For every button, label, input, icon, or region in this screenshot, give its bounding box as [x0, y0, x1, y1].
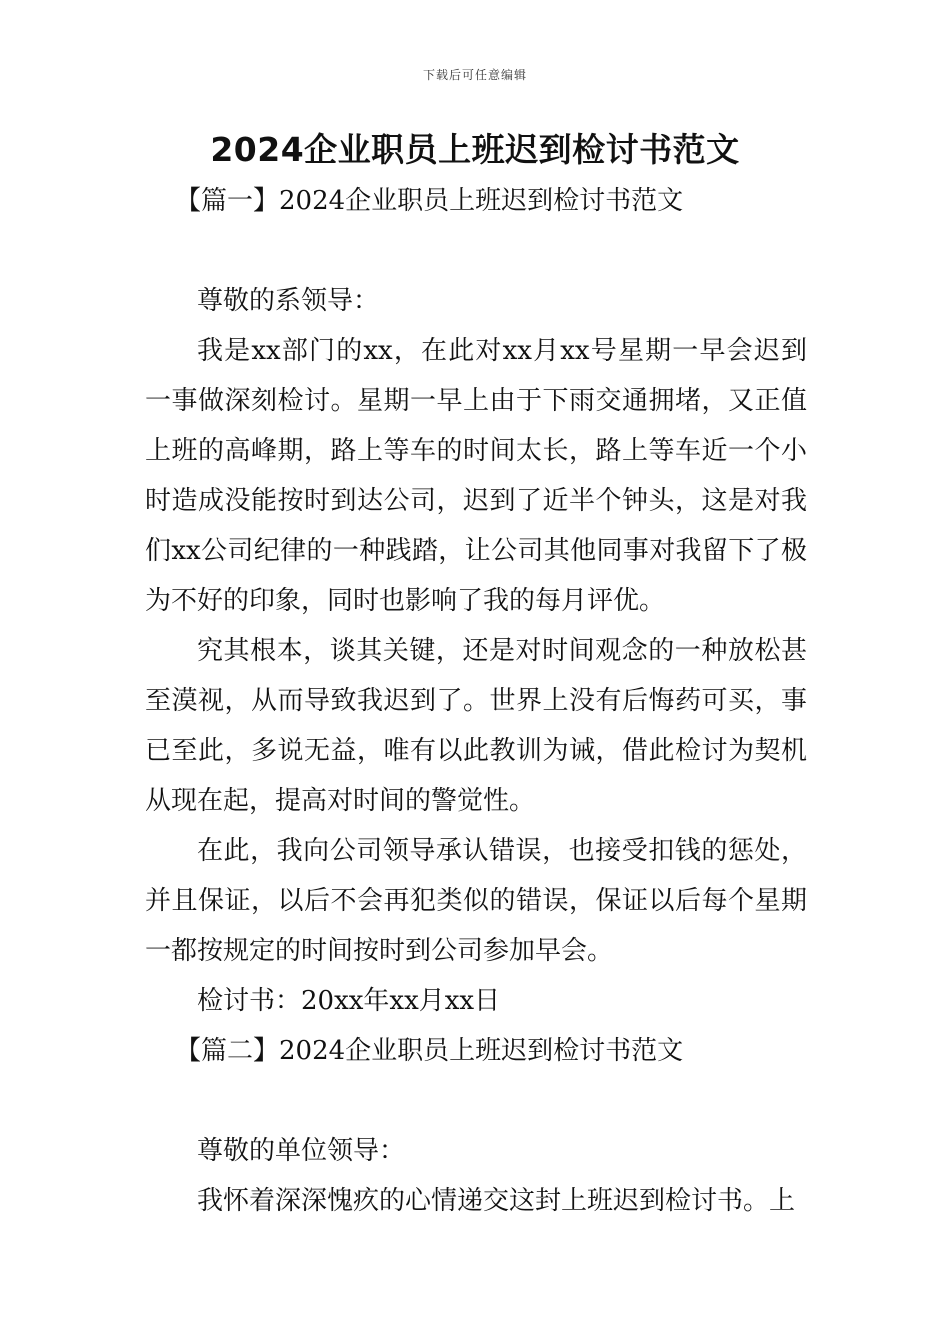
- section-heading-2: 【篇二】2024企业职员上班迟到检讨书范文: [175, 1036, 684, 1066]
- document-body: [145, 176, 807, 1226]
- blank-line: [145, 226, 807, 276]
- body-paragraph: 我是xx部门的xx，在此对xx月xx号星期一早会迟到一事做深刻检讨。星期一早上由于下雨交通拥堵，又正值上班的高峰期，路上等车的时间太长，路上等车近一个小时造成没能按时到达公司，迟到了近半个钟头，这是对我们xx公司纪律的一种践踏，让公司其他同事对我留下了极为不好的印象，同时也影响了我的每月评优。: [145, 336, 807, 616]
- section-heading-1: 【篇一】2024企业职员上班迟到检讨书范文: [175, 186, 684, 216]
- signature-line: 检讨书：20xx年xx月xx日: [197, 986, 501, 1016]
- header-note: 下载后可任意编辑: [422, 68, 527, 82]
- blank-line: [145, 1076, 807, 1126]
- salutation-1: 尊敬的系领导：: [197, 286, 380, 316]
- body-paragraph: 我怀着深深愧疚的心情递交这封上班迟到检讨书。上: [197, 1186, 796, 1216]
- body-paragraph: 在此，我向公司领导承认错误，也接受扣钱的惩处，并且保证，以后不会再犯类似的错误，保证以后每个星期一都按规定的时间按时到公司参加早会。: [145, 836, 807, 966]
- document-title: 2024企业职员上班迟到检讨书范文: [210, 130, 740, 169]
- salutation-2: 尊敬的单位领导：: [197, 1136, 406, 1166]
- body-paragraph: 究其根本，谈其关键，还是对时间观念的一种放松甚至漠视，从而导致我迟到了。世界上没有后悔药可买，事已至此，多说无益，唯有以此教训为诫，借此检讨为契机从现在起，提高对时间的警觉性。: [145, 636, 807, 816]
